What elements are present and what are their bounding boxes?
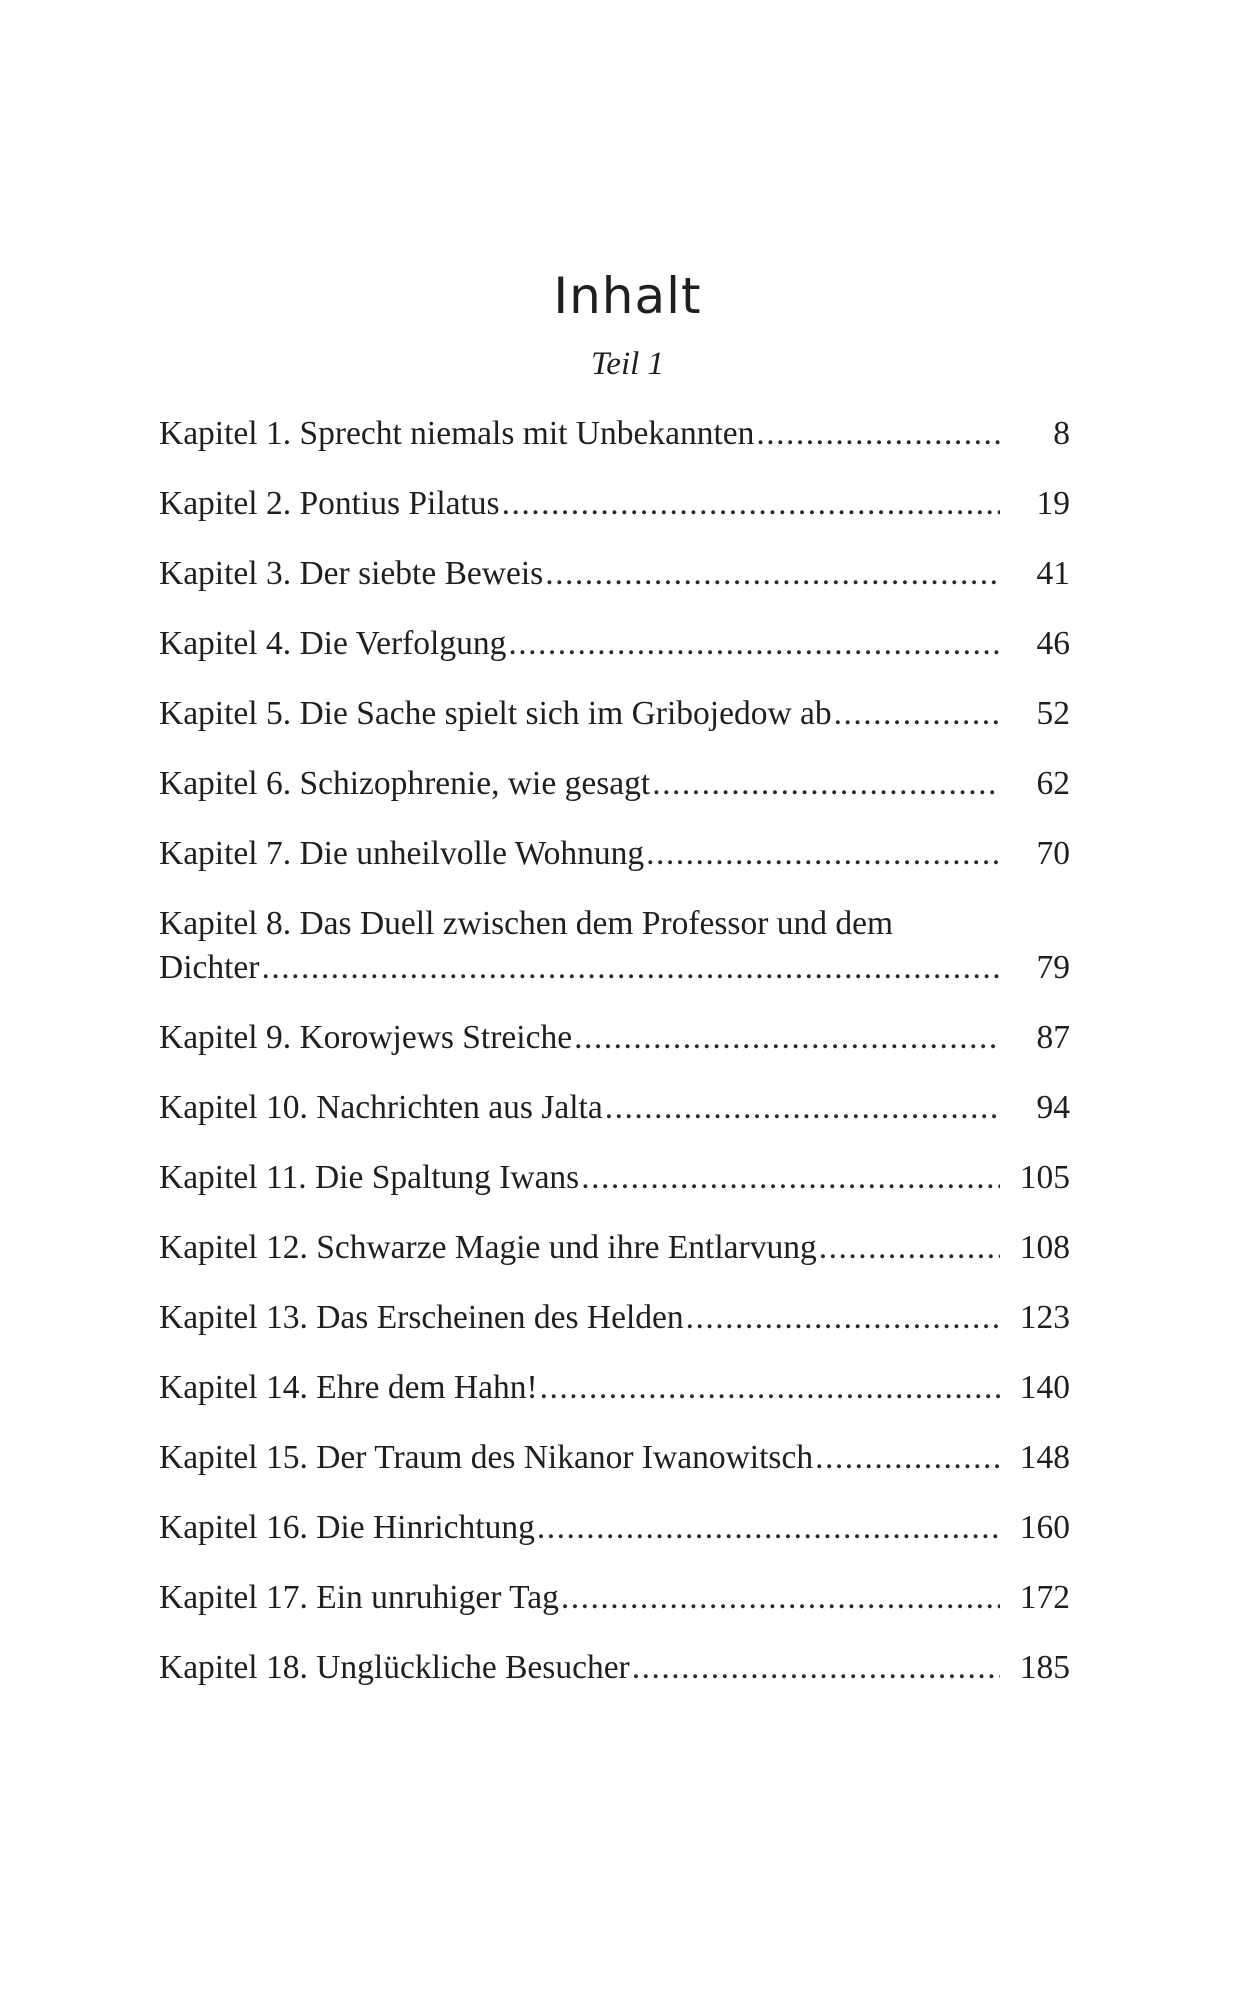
toc-entry-page: 19	[1036, 485, 1070, 522]
toc-entry-page: 8	[1053, 415, 1070, 452]
dot-leader	[581, 1156, 1000, 1200]
toc-entry[interactable]	[159, 552, 1070, 596]
toc-entry-title: Kapitel 14. Ehre dem Hahn!	[159, 1369, 538, 1406]
toc-entry[interactable]	[159, 1366, 1070, 1410]
toc-entry[interactable]	[159, 1506, 1070, 1550]
dot-leader	[508, 622, 1000, 666]
dot-leader	[756, 412, 1000, 456]
dot-leader	[545, 552, 1000, 596]
toc-entry[interactable]	[159, 692, 1070, 736]
dot-leader	[686, 1296, 1000, 1340]
dot-leader	[632, 1646, 1000, 1690]
dot-leader	[819, 1226, 1000, 1270]
toc-entry-page: 185	[1019, 1649, 1070, 1686]
toc-entry-title: Kapitel 16. Die Hinrichtung	[159, 1509, 535, 1546]
toc-entry-title: Kapitel 13. Das Erscheinen des Helden	[159, 1299, 684, 1336]
toc-entry[interactable]	[159, 412, 1070, 456]
dot-leader	[815, 1436, 1000, 1480]
toc-entry-page: 148	[1019, 1439, 1070, 1476]
toc-entry-title: Kapitel 7. Die unheilvolle Wohnung	[159, 835, 645, 872]
part-heading: Teil 1	[590, 346, 665, 382]
toc-entry-page: 46	[1036, 625, 1070, 662]
toc-entry[interactable]	[159, 1436, 1070, 1480]
toc-entry[interactable]	[159, 1646, 1070, 1690]
toc-entry[interactable]	[159, 1016, 1070, 1060]
toc-entry-title: Kapitel 17. Ein unruhiger Tag	[159, 1579, 559, 1616]
toc-entry[interactable]	[159, 622, 1070, 666]
dot-leader	[261, 946, 1000, 990]
toc-entry-title: Kapitel 5. Die Sache spielt sich im Gribojedow ab	[159, 695, 832, 732]
toc-entry[interactable]	[159, 1226, 1070, 1270]
dot-leader	[834, 692, 1000, 736]
toc-entry-page: 123	[1019, 1299, 1070, 1336]
toc-entry-page: 79	[1036, 949, 1070, 986]
dot-leader	[574, 1016, 1000, 1060]
table-of-contents	[159, 412, 1070, 1716]
dot-leader	[605, 1086, 1000, 1130]
toc-entry[interactable]	[159, 1576, 1070, 1620]
toc-entry-page: 140	[1019, 1369, 1070, 1406]
toc-entry[interactable]	[159, 902, 1070, 990]
toc-entry-title: Kapitel 15. Der Traum des Nikanor Iwanowitsch	[159, 1439, 814, 1476]
dot-leader	[561, 1576, 1000, 1620]
toc-entry-title: Kapitel 4. Die Verfolgung	[159, 625, 507, 662]
toc-entry-title: Kapitel 6. Schizophrenie, wie gesagt	[159, 765, 651, 802]
toc-entry-title: Kapitel 8. Das Duell zwischen dem Professor und dem	[159, 905, 894, 942]
toc-entry-title: Kapitel 12. Schwarze Magie und ihre Entlarvung	[159, 1229, 817, 1266]
toc-entry-title-continuation: Dichter	[159, 949, 260, 986]
dot-leader	[502, 482, 1000, 526]
toc-entry-page: 62	[1036, 765, 1070, 802]
dot-leader	[540, 1366, 1000, 1410]
dot-leader	[652, 762, 1000, 806]
toc-entry-page: 105	[1019, 1159, 1070, 1196]
toc-entry-page: 94	[1036, 1089, 1070, 1126]
toc-entry[interactable]	[159, 832, 1070, 876]
toc-entry-page: 108	[1019, 1229, 1070, 1266]
toc-entry-title: Kapitel 18. Unglückliche Besucher	[159, 1649, 630, 1686]
toc-entry-title: Kapitel 3. Der siebte Beweis	[159, 555, 544, 592]
toc-entry[interactable]	[159, 482, 1070, 526]
toc-entry[interactable]	[159, 1156, 1070, 1200]
toc-entry-page: 41	[1036, 555, 1070, 592]
toc-entry-page: 160	[1019, 1509, 1070, 1546]
toc-entry-page: 172	[1019, 1579, 1070, 1616]
toc-entry-page: 87	[1036, 1019, 1070, 1056]
toc-entry-page: 52	[1036, 695, 1070, 732]
toc-entry[interactable]	[159, 762, 1070, 806]
toc-entry-page: 70	[1036, 835, 1070, 872]
toc-entry-title: Kapitel 9. Korowjews Streiche	[159, 1019, 573, 1056]
toc-entry[interactable]	[159, 1086, 1070, 1130]
page-title: Inhalt	[553, 266, 702, 325]
toc-entry-title: Kapitel 2. Pontius Pilatus	[159, 485, 500, 522]
dot-leader	[646, 832, 1000, 876]
toc-entry[interactable]	[159, 1296, 1070, 1340]
toc-entry-title: Kapitel 10. Nachrichten aus Jalta	[159, 1089, 603, 1126]
dot-leader	[537, 1506, 1000, 1550]
toc-entry-title: Kapitel 11. Die Spaltung Iwans	[159, 1159, 580, 1196]
toc-entry-title: Kapitel 1. Sprecht niemals mit Unbekannten	[159, 415, 755, 452]
